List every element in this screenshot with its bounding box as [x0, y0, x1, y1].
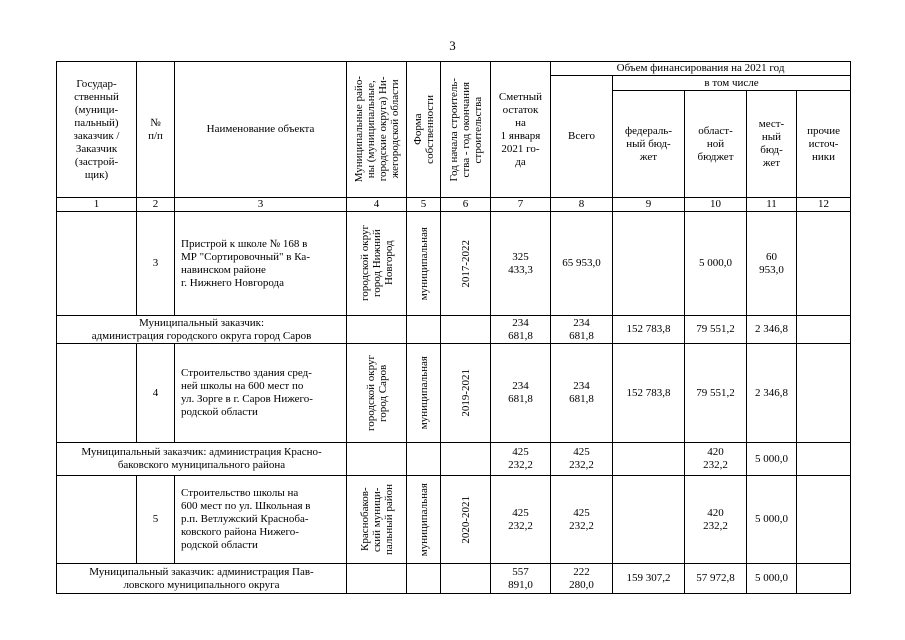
- customer-federal: [613, 443, 685, 476]
- header-local: мест- ный бюд- жет: [747, 91, 797, 198]
- object-number: 5: [137, 476, 175, 564]
- object-total: 65 953,0: [551, 212, 613, 316]
- customer-other: [797, 316, 851, 344]
- object-other: [797, 476, 851, 564]
- header-districts: Муниципальные райо- ны (муниципальные, городские округа) Ни- жегородской области: [352, 76, 401, 183]
- column-number: 5: [407, 198, 441, 212]
- header-financing: Объем финансирования на 2021 год: [551, 62, 851, 76]
- table-row: [57, 476, 851, 564]
- customer-local: 5 000,0: [747, 443, 797, 476]
- customer-row: [57, 316, 851, 344]
- header-object: Наименование объекта: [175, 62, 347, 198]
- header-years: Год начала строитель- ства - год окончания строительства: [447, 77, 484, 182]
- object-total: 234 681,8: [551, 344, 613, 443]
- object-local: 2 346,8: [747, 344, 797, 443]
- customer-total: 234 681,8: [551, 316, 613, 344]
- object-remaining: 425 232,2: [491, 476, 551, 564]
- customer-label: Муниципальный заказчик: администрация Пав- ловского муниципального округа: [57, 564, 347, 594]
- object-total: 425 232,2: [551, 476, 613, 564]
- customer-regional: 420 232,2: [685, 443, 747, 476]
- customer-total: 425 232,2: [551, 443, 613, 476]
- object-years: 2020-2021: [459, 495, 472, 544]
- object-years: 2019-2021: [459, 369, 472, 417]
- column-number: 11: [747, 198, 797, 212]
- customer-label: Муниципальный заказчик: администрация Красно- баковского муниципального района: [57, 443, 347, 476]
- customer-federal: 159 307,2: [613, 564, 685, 594]
- column-number: 4: [347, 198, 407, 212]
- object-regional: 5 000,0: [685, 212, 747, 316]
- customer-local: 2 346,8: [747, 316, 797, 344]
- column-number: 8: [551, 198, 613, 212]
- object-ownership: муниципальная: [417, 482, 430, 557]
- customer-other: [797, 443, 851, 476]
- table-row: [57, 344, 851, 443]
- object-local: 60 953,0: [747, 212, 797, 316]
- object-number: 3: [137, 212, 175, 316]
- column-number: 9: [613, 198, 685, 212]
- object-name: Строительство здания сред- ней школы на 600 мест по ул. Зорге в г. Саров Нижего- родской области: [175, 344, 347, 443]
- object-regional: 79 551,2: [685, 344, 747, 443]
- object-years: 2017-2022: [459, 239, 472, 288]
- page-number: 3: [449, 38, 456, 53]
- customer-regional: 79 551,2: [685, 316, 747, 344]
- column-number: 10: [685, 198, 747, 212]
- header-regional: област- ной бюджет: [685, 91, 747, 198]
- table-row: [57, 212, 851, 316]
- header-federal: федераль- ный бюд- жет: [613, 91, 685, 198]
- object-regional: 420 232,2: [685, 476, 747, 564]
- customer-remaining: 425 232,2: [491, 443, 551, 476]
- customer-remaining: 557 891,0: [491, 564, 551, 594]
- object-name: Строительство школы на 600 мест по ул. Школьная в р.п. Ветлужский Краснoба- ковского района Нижего- родской области: [175, 476, 347, 564]
- object-ownership: муниципальная: [417, 226, 430, 301]
- object-other: [797, 212, 851, 316]
- header-num: № п/п: [137, 62, 175, 198]
- customer-regional: 57 972,8: [685, 564, 747, 594]
- header-other: прочие источ- ники: [797, 91, 851, 198]
- column-number: 7: [491, 198, 551, 212]
- financing-table: [56, 61, 851, 594]
- object-name: Пристрой к школе № 168 в МР "Сортировочный" в Ка- навинском районе г. Нижнего Новгорода: [175, 212, 347, 316]
- column-number: 12: [797, 198, 851, 212]
- customer-local: 5 000,0: [747, 564, 797, 594]
- customer-remaining: 234 681,8: [491, 316, 551, 344]
- customer-total: 222 280,0: [551, 564, 613, 594]
- column-number: 2: [137, 198, 175, 212]
- customer-other: [797, 564, 851, 594]
- object-number: 4: [137, 344, 175, 443]
- object-ownership: муниципальная: [417, 356, 430, 430]
- object-other: [797, 344, 851, 443]
- customer-label: Муниципальный заказчик: администрация городского округа город Саров: [57, 316, 347, 344]
- header-total: Всего: [551, 76, 613, 198]
- column-number-row: [57, 198, 851, 212]
- object-federal: [613, 212, 685, 316]
- object-federal: 152 783,8: [613, 344, 685, 443]
- object-district: городской округ город Нижний Новгород: [358, 225, 395, 302]
- customer-row: [57, 564, 851, 594]
- header-ownership: Форма собственности: [411, 95, 436, 164]
- column-number: 3: [175, 198, 347, 212]
- column-number: 6: [441, 198, 491, 212]
- customer-row: [57, 443, 851, 476]
- object-remaining: 325 433,3: [491, 212, 551, 316]
- customer-federal: 152 783,8: [613, 316, 685, 344]
- object-local: 5 000,0: [747, 476, 797, 564]
- header-including: в том числе: [613, 76, 851, 91]
- object-federal: [613, 476, 685, 564]
- object-district: городской округ город Саров: [364, 354, 389, 432]
- header-remaining: Сметный остаток на 1 января 2021 го- да: [491, 62, 551, 198]
- header-customer: Государ- ственный (муници- пальный) заказчик / Заказчик (застрой- щик): [57, 62, 137, 198]
- column-number: 1: [57, 198, 137, 212]
- object-remaining: 234 681,8: [491, 344, 551, 443]
- object-district: Краснобаков- ский муници- пальный район: [358, 484, 395, 555]
